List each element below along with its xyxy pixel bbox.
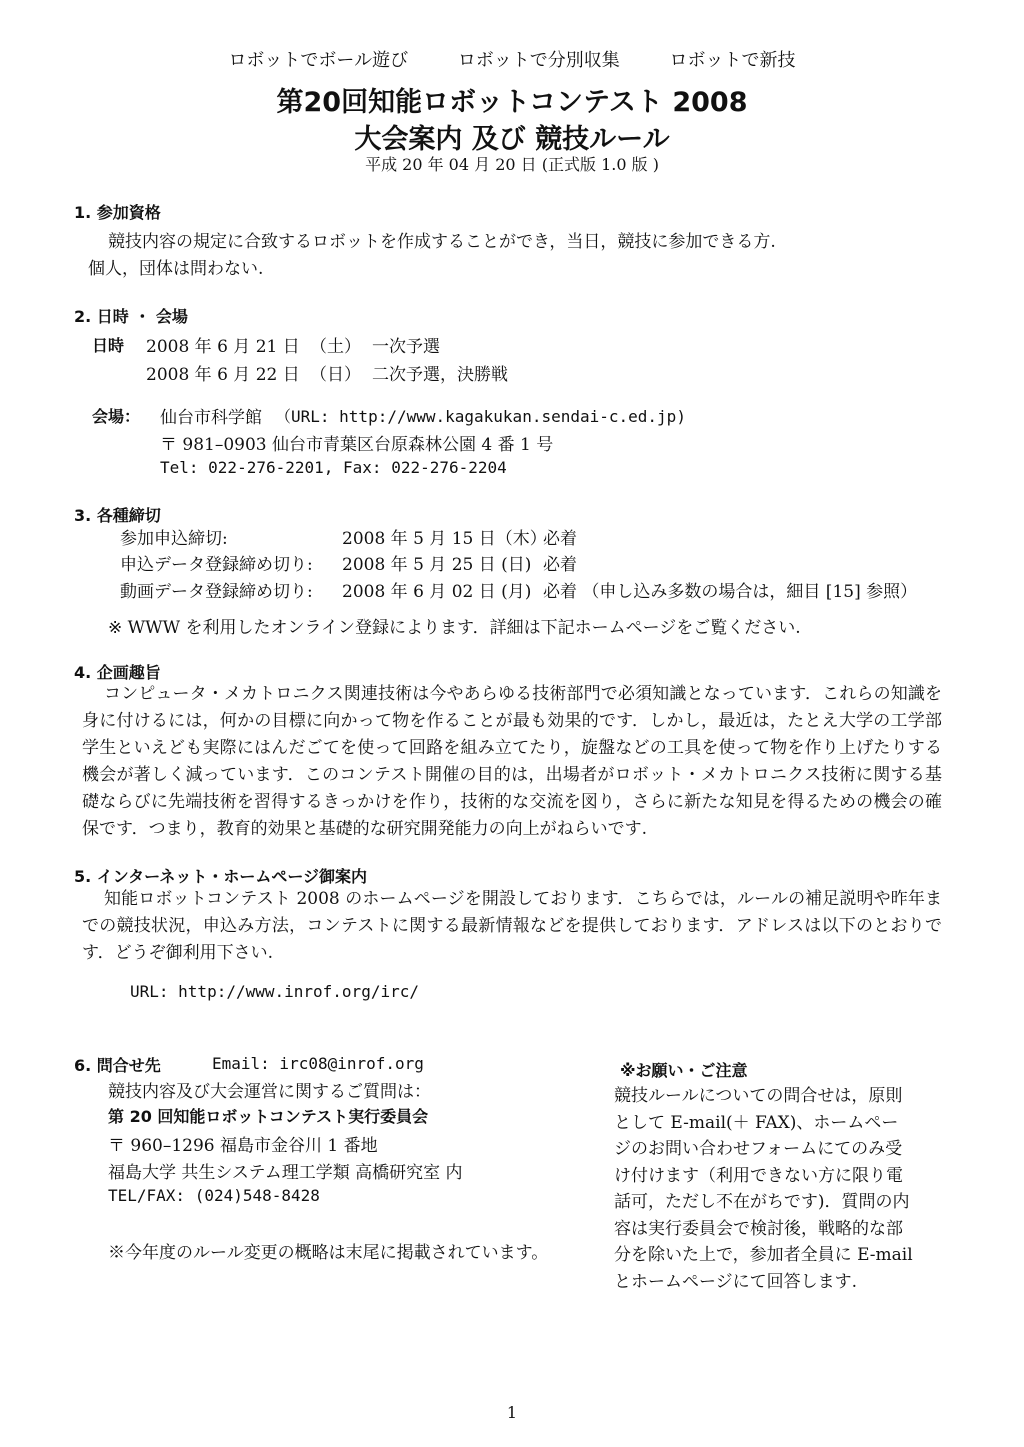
day2-date: 2008 年 6 月 22 日 — [146, 365, 300, 385]
deadline-note: 必着 — [543, 529, 577, 549]
section-1-line2: 個人，団体は問わない. — [88, 259, 264, 279]
deadline-label: 参加申込締切: — [120, 529, 228, 549]
venue-address: 〒 981–0903 仙台市青葉区台原森林公園 4 番 1 号 — [160, 435, 554, 455]
day1-event: 一次予選 — [372, 337, 440, 357]
notice-body: 競技ルールについての問合せは，原則として E-mail(＋ FAX)、ホームページのお問い合わせフォームにてのみ受け付けます（利用できない方に限り電話可，ただし不在がちです)．質問の内容は実行委員会で検討後，戦略的な部分を除いた上で，参加者全員に E-mail とホームページにて回答します. — [614, 1086, 913, 1292]
section-6-heading: 6. 問合せ先 — [74, 1056, 161, 1075]
deadline-label: 動画データ登録締め切り: — [120, 582, 313, 602]
slogans — [0, 46, 1024, 72]
venue-name: 仙台市科学館 — [160, 408, 262, 428]
contact-email[interactable]: Email: irc08@inrof.org — [212, 1054, 424, 1073]
deadline-date: 2008 年 5 月 15 日（木） — [342, 529, 547, 549]
page-subtitle: 大会案内 及び 競技ルール — [354, 124, 670, 155]
day2-event: 二次予選，決勝戦 — [372, 365, 508, 385]
day1-date: 2008 年 6 月 21 日 — [146, 337, 300, 357]
section-5-heading: 5. インターネット・ホームページ御案内 — [74, 867, 368, 886]
slogan-newtech: ロボットで新技 — [669, 50, 796, 71]
slogan-sorting: ロボットで分別収集 — [457, 50, 620, 71]
venue-label: 会場： — [92, 407, 141, 426]
homepage-url[interactable]: URL: http://www.inrof.org/irc/ — [130, 982, 419, 1001]
purpose-body: コンピュータ・メカトロニクス関連技術は今やあらゆる技術部門で必須知識となっています．これらの知識を身に付けるには，何かの目標に向かって物を作ることが最も効果的です．しかし，最近は，たとえ大学の工学部学生といえども実際にはんだごてを使って回路を組み立てたり，旋盤などの工具を使って物を作り上げたりする機会が著しく減っています．このコンテスト開催の目的は，出場者がロボット・メカトロニクス技術に関する基礎ならびに先端技術を習得するきっかけを作り，技術的な交流を図り，さらに新たな知見を得るための機会の確保です．つまり，教育的効果と基礎的な研究開発能力の向上がねらいです. — [82, 684, 942, 839]
contact-lab: 福島大学 共生システム理工学類 高橋研究室 内 — [108, 1163, 463, 1183]
rule-change-note: ※今年度のルール変更の概略は末尾に掲載されています。 — [108, 1243, 549, 1263]
contact-intro: 競技内容及び大会運営に関するご質問は： — [108, 1082, 431, 1102]
venue-tel-fax: Tel: 022-276-2201, Fax: 022-276-2204 — [160, 458, 507, 477]
day2-dow: （日） — [310, 365, 361, 385]
day1-dow: （土） — [310, 337, 361, 357]
deadline-date: 2008 年 5 月 25 日 (日) — [342, 555, 532, 575]
page-title: 第20回知能ロボットコンテスト 2008 — [276, 87, 748, 118]
slogan-ball: ロボットでボール遊び — [228, 50, 409, 71]
homepage-body: 知能ロボットコンテスト 2008 のホームページを開設しております．こちらでは，ルールの補足説明や昨年までの競技状況，申込み方法，コンテストに関する最新情報などを提供しております．アドレスは以下のとおりです．どうぞ御利用下さい. — [82, 889, 942, 963]
deadline-date: 2008 年 6 月 02 日 (月) — [342, 582, 532, 602]
page-number: 1 — [506, 1403, 518, 1422]
section-4-heading: 4. 企画趣旨 — [74, 663, 161, 682]
date-label: 日時 — [92, 336, 125, 355]
version-date: 平成 20 年 04 月 20 日 (正式版 1.0 版 ) — [365, 155, 659, 174]
section-1-heading: 1. 参加資格 — [74, 203, 161, 222]
section-1-line1: 競技内容の規定に合致するロボットを作成することができ，当日，競技に参加できる方. — [108, 232, 776, 252]
deadline-note: 必着 （申し込み多数の場合は，細目 [15] 参照） — [543, 582, 918, 602]
registration-footnote: ※ WWW を利用したオンライン登録によります．詳細は下記ホームページをご覧ください. — [108, 618, 801, 638]
deadline-label: 申込データ登録締め切り: — [120, 555, 313, 575]
contact-tel-fax: TEL/FAX: (024)548-8428 — [108, 1186, 320, 1205]
section-3-heading: 3. 各種締切 — [74, 506, 161, 525]
notice-heading: ※お願い・ご注意 — [620, 1061, 748, 1080]
venue-url[interactable]: （URL: http://www.kagakukan.sendai-c.ed.jp) — [275, 407, 686, 426]
section-2-heading: 2. 日時 ・ 会場 — [74, 307, 188, 326]
deadline-note: 必着 — [543, 555, 577, 575]
contact-address: 〒 960–1296 福島市金谷川 1 番地 — [108, 1136, 378, 1156]
contact-organization: 第 20 回知能ロボットコンテスト実行委員会 — [108, 1107, 429, 1126]
